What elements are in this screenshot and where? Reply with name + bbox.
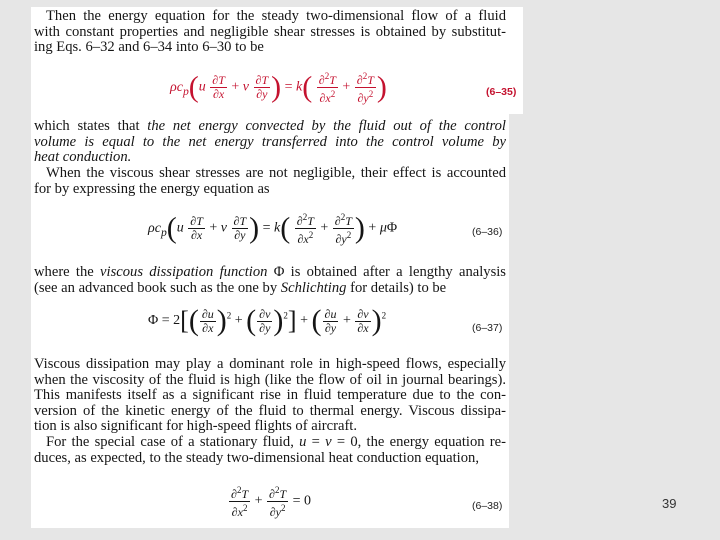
equation-label-6-35: (6–35) — [486, 86, 517, 98]
paragraph-net-energy — [34, 119, 506, 150]
text-line: version of the kinetic energy of the fluid to thermal energy. Viscous dissipa- — [34, 402, 506, 419]
text-line: with constant properties and negligible shear stresses is obtained by substitut- — [34, 23, 506, 40]
page-number: 39 — [662, 496, 677, 511]
equation-label-6-38: (6–38) — [472, 500, 503, 512]
equation-6-36: $\rho c_p(u$ $\frac{\partial T}{\partial x}$ + v $\frac{\partial T}{\partial y}$ ) = k( $\frac{\partial^2T}{\partial x^2}$ + $\frac{\partial^2T}{\partial y^2}$ ) + μΦ — [148, 211, 398, 246]
text-line: ing Eqs. 6–32 and 6–34 into 6–30 to be — [34, 39, 264, 55]
text-line: which states that the net energy convected by the fluid out of the control — [34, 118, 506, 134]
equation-6-38: $\frac{\partial^2T}{\partial x^2}$ + $\frac{\partial^2T}{\partial y^2}$ = 0 — [231, 485, 312, 519]
text-line: duces, as expected, to the steady two-dimensional heat conduction equation, — [34, 450, 479, 466]
text-line: for by expressing the energy equation as — [34, 181, 270, 197]
equation-label-6-36: (6–36) — [472, 226, 503, 238]
paragraph-viscous-dissipation — [34, 357, 506, 419]
text-line: Then the energy equation for the steady two-dimensional flow of a fluid — [46, 8, 506, 24]
text-line: For the special case of a stationary fluid, u = v = 0, the energy equation re- — [46, 434, 507, 450]
text-line: volume is equal to the net energy transferred into the control volume by — [34, 133, 506, 150]
text-line: tion is also significant for high-speed flights of aircraft. — [34, 418, 358, 434]
equation-label-6-37: (6–37) — [472, 322, 503, 334]
text-line: where the viscous dissipation function Φ is obtained after a lengthy analysis — [34, 264, 506, 280]
text-line: When the viscous shear stresses are not negligible, their effect is accounted — [46, 165, 506, 181]
paragraph-intro — [34, 9, 506, 40]
text-line: (see an advanced book such as the one by Schlichting for details) to be — [34, 280, 447, 296]
text-line: heat conduction. — [34, 149, 132, 165]
text-line: Viscous dissipation may play a dominant role in high-speed flows, especially — [34, 356, 506, 372]
text-line: when the viscosity of the fluid is high (like the flow of oil in journal bearings). — [34, 371, 506, 388]
equation-6-35: $\rho c_p(u$ $\frac{\partial T}{\partial x}$ + v $\frac{\partial T}{\partial y}$ ) = k( $\frac{\partial^2T}{\partial x^2}$ + $\frac{\partial^2T}{\partial y^2}$ ) — [170, 70, 387, 105]
equation-6-37: Φ = 2[( $\frac{\partial u}{\partial x}$ )$^2$ + ( $\frac{\partial v}{\partial y}$ )$^2$] + ( $\frac{\partial u}{\partial y}$ + $\frac{\partial v}{\partial x}$ )$^2$ — [148, 304, 387, 337]
text-line: This manifests itself as a significant rise in fluid temperature due to the con- — [34, 387, 506, 404]
